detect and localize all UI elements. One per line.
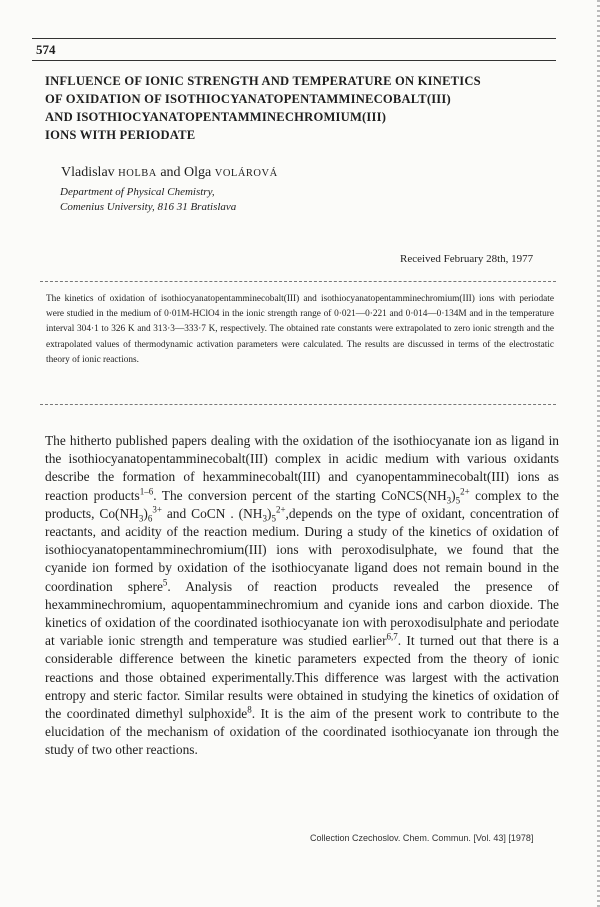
received-date: Received February 28th, 1977: [400, 253, 534, 265]
citation-ref: 8: [247, 704, 252, 715]
body-text: ): [266, 505, 272, 521]
body-text: and CoCN . (NH: [161, 505, 263, 521]
title-line: AND ISOTHIOCYANATOPENTAMMINECHROMIUM(III): [45, 110, 387, 124]
formula-superscript: 3+: [152, 504, 162, 515]
top-rule: [32, 38, 556, 39]
title-line: IONS WITH PERIODATE: [45, 128, 196, 142]
affiliation-university: Comenius University, 816 31 Bratislava: [60, 201, 237, 213]
abstract: The kinetics of oxidation of isothiocyanatopentamminecobalt(III) and isothiocyanatopentamminechromium(III) ions with periodate were studied in the medium of 0·01M-HClO4 in the ionic strength range of 0·021—0·221 and 0·014—0·134M and in the temperature interval 304·1 to 326 K and 313·3—333·7 K, respectively. The obtained rate constants were extrapolated to zero ionic strength and the extrapolated values of thermodynamic activation parameters were calculated. The results are discussed in terms of the electrostatic theory of ionic reactions.: [46, 294, 554, 365]
title-line: INFLUENCE OF IONIC STRENGTH AND TEMPERATURE ON KINETICS: [45, 74, 481, 88]
formula-subscript: 3: [138, 513, 144, 524]
body-paragraph: [45, 432, 559, 760]
body-text: . The conversion percent of the starting CoNCS(NH: [153, 487, 447, 503]
citation-ref: 1–6: [139, 486, 154, 497]
author-first-name: Olga: [184, 165, 215, 180]
authors: [61, 165, 278, 181]
page-number: 574: [36, 42, 56, 57]
author-last-name: HOLBA: [118, 168, 157, 179]
body-text: . Analysis of reaction products revealed the presence of hexamminechromium, aquopentamminechromium and cyanide ions and carbon dioxide. The kinetics of oxidation of the coordinated isothiocyanate ion with peroxodisulphate and periodate at variable ionic strength and temperature was studied earlier: [45, 578, 559, 649]
citation-ref: 5: [162, 577, 168, 588]
affiliation-department: Department of Physical Chemistry,: [60, 186, 215, 198]
formula-superscript: 2+: [275, 504, 286, 515]
body-text: ,depends on the type of oxidant, concentration of reactants, and acidity of the reaction medium. During a study of the kinetics of oxidation of isothiocyanatopentamminechromium(III) ions with peroxodisulphate, we found that the cyanide ion formed by oxidation of the isothiocyanate ligand does not remain bound in the coordination sphere: [45, 505, 559, 594]
author-first-name: Vladislav: [61, 165, 119, 180]
article-title: [45, 72, 565, 144]
body-text: complex to the products, Co(NH: [45, 487, 559, 521]
formula-subscript: 5: [271, 513, 276, 524]
body-text: . It is the aim of the present work to contribute to the elucidation of the mechanism of oxidation of the coordinated isothiocyanate ion through the study of two other reactions.: [45, 706, 560, 758]
abstract-bottom-divider: [40, 404, 556, 405]
formula-subscript: 3: [446, 495, 452, 506]
journal-footer: Collection Czechoslov. Chem. Commun. [Vol. 43] [1978]: [310, 833, 534, 843]
formula-subscript: 5: [455, 495, 461, 506]
author-last-name: VOLÁROVÁ: [214, 168, 278, 179]
body-text: ): [143, 505, 148, 521]
author-conjunction: and: [156, 165, 185, 180]
body-text: The hitherto published papers dealing with the oxidation of the isothiocyanate ion as ligand in the isothiocyanatopentamminecobalt(III) complex in acidic medium with various oxidants describe the formation of hexamminecobalt(III) and cyanopentamminecobalt(III) ions as reaction products: [45, 433, 559, 503]
citation-ref: 6,7: [386, 631, 398, 642]
title-line: OF OXIDATION OF ISOTHIOCYANATOPENTAMMINECOBALT(III): [45, 92, 451, 106]
abstract-top-divider: [40, 281, 556, 282]
affiliation: [60, 185, 236, 215]
formula-superscript: 2+: [460, 486, 470, 497]
formula-subscript: 3: [262, 513, 267, 524]
body-text: ): [451, 487, 456, 503]
header-rule: [32, 60, 556, 61]
formula-subscript: 6: [147, 513, 153, 524]
body-text: . It turned out that there is a considerable difference between the kinetic parameters expected from the theory of ionic reactions and those obtained experimentally.This difference was largest with the activation entropy and steric factor. Similar results were obtained in studying the kinetics of oxidation of the coordinated dimethyl sulphoxide: [45, 633, 559, 722]
